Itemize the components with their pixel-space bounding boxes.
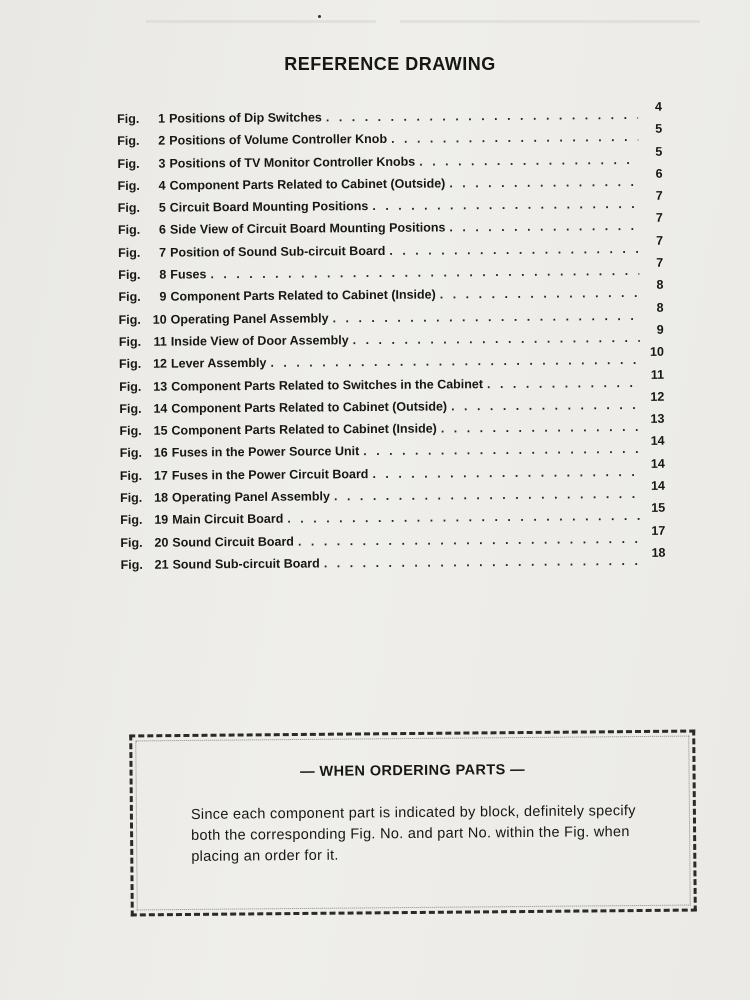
figure-prefix: Fig. xyxy=(117,223,141,238)
figure-prefix: Fig. xyxy=(117,134,140,149)
figure-page-number: 12 xyxy=(650,389,665,404)
figure-page-number: 14 xyxy=(650,434,665,449)
figure-index: 18 xyxy=(154,490,169,505)
figure-prefix: Fig. xyxy=(119,379,142,394)
figure-number xyxy=(120,468,172,482)
figure-number xyxy=(117,156,169,170)
figure-title: Operating Panel Assembly xyxy=(170,311,329,327)
figure-number xyxy=(120,513,172,527)
figure-title: Positions of Volume Controller Knob xyxy=(169,132,388,148)
figure-title: Operating Panel Assembly xyxy=(171,489,331,505)
figure-page-number: 4 xyxy=(654,99,663,114)
figure-index: 15 xyxy=(153,423,168,438)
page-title: REFERENCE DRAWING xyxy=(284,54,496,74)
figure-index: 19 xyxy=(154,512,169,528)
figure-title: Circuit Board Mounting Positions xyxy=(169,199,369,215)
figure-list-row xyxy=(120,545,666,581)
figure-index: 20 xyxy=(154,535,169,550)
figure-index: 1 xyxy=(158,111,166,126)
leader-dots xyxy=(363,442,641,458)
figure-prefix: Fig. xyxy=(117,178,140,193)
figure-page-number: 8 xyxy=(656,300,664,315)
leader-dots xyxy=(389,242,639,258)
figure-prefix: Fig. xyxy=(120,557,143,572)
leader-dots xyxy=(372,197,638,213)
ordering-notice-box xyxy=(129,730,697,917)
figure-title: Component Parts Related to Cabinet (Inside) xyxy=(171,421,437,438)
figure-page-number: 14 xyxy=(650,456,665,471)
figure-index: 10 xyxy=(152,312,167,327)
figure-index: 11 xyxy=(153,334,167,349)
figure-page-number: 15 xyxy=(651,501,666,516)
figure-number xyxy=(119,312,171,326)
figure-title: Lever Assembly xyxy=(170,356,267,371)
figure-number xyxy=(119,357,171,371)
figure-index: 17 xyxy=(153,468,168,483)
figure-number xyxy=(120,446,172,460)
figure-prefix: Fig. xyxy=(117,201,141,216)
figure-prefix: Fig. xyxy=(118,357,142,372)
figure-title: Inside View of Door Assembly xyxy=(170,333,349,349)
figure-number xyxy=(118,223,170,237)
figure-prefix: Fig. xyxy=(119,401,142,416)
figure-index: 12 xyxy=(153,356,168,371)
figure-prefix: Fig. xyxy=(118,267,141,283)
leader-dots xyxy=(391,130,638,146)
leader-dots xyxy=(326,108,638,124)
figure-page-number: 17 xyxy=(651,523,666,538)
leader-dots xyxy=(449,175,638,190)
figure-number xyxy=(119,335,171,349)
figure-title: Component Parts Related to Switches in the Cabinet xyxy=(171,376,484,394)
figure-prefix: Fig. xyxy=(120,535,143,550)
figure-page-number: 10 xyxy=(649,344,664,360)
leader-dots xyxy=(210,264,639,281)
figure-page-number: 7 xyxy=(655,188,663,203)
leader-dots xyxy=(353,331,640,347)
figure-number xyxy=(118,201,170,215)
figure-title: Sound Circuit Board xyxy=(172,534,294,550)
leader-dots xyxy=(287,509,641,526)
figure-page-number: 5 xyxy=(655,122,663,137)
figure-prefix: Fig. xyxy=(117,111,140,126)
figure-title: Side View of Circuit Board Mounting Positions xyxy=(169,220,446,238)
leader-dots xyxy=(451,398,640,413)
figure-index: 5 xyxy=(158,200,166,215)
figure-index: 3 xyxy=(158,156,166,171)
figure-number xyxy=(118,290,170,304)
figure-page-number: 6 xyxy=(655,166,663,181)
leader-dots xyxy=(441,420,641,436)
figure-page-number: 18 xyxy=(651,545,666,560)
figure-prefix: Fig. xyxy=(120,513,143,528)
figure-number xyxy=(120,491,172,505)
figure-index: 16 xyxy=(153,446,168,461)
figure-number xyxy=(121,558,173,572)
figure-index: 7 xyxy=(159,245,167,260)
figure-title: Component Parts Related to Cabinet (Outside) xyxy=(169,176,446,193)
figure-page-number: 8 xyxy=(656,278,664,293)
figure-title: Sound Sub-circuit Board xyxy=(172,556,320,572)
figure-page-number: 13 xyxy=(650,411,665,426)
figure-title: Positions of TV Monitor Controller Knobs xyxy=(169,154,416,171)
figure-title: Main Circuit Board xyxy=(172,512,284,527)
figure-prefix: Fig. xyxy=(119,468,143,483)
figure-number xyxy=(119,424,171,438)
leader-dots xyxy=(419,153,638,169)
figure-prefix: Fig. xyxy=(118,334,142,349)
figure-prefix: Fig. xyxy=(118,290,141,305)
figure-title: Positions of Dip Switches xyxy=(168,110,322,126)
figure-page-number: 11 xyxy=(650,367,665,382)
leader-dots xyxy=(324,554,642,570)
figure-index: 6 xyxy=(158,223,166,238)
figure-title: Fuses xyxy=(170,267,207,282)
figure-page-number: 7 xyxy=(656,255,664,270)
leader-dots xyxy=(440,286,640,302)
leader-dots xyxy=(298,532,642,549)
show-through-rule xyxy=(146,20,376,23)
figure-number xyxy=(119,379,171,393)
figure-index: 4 xyxy=(158,178,166,193)
leader-dots xyxy=(334,487,641,503)
figure-page-number: 7 xyxy=(656,233,664,248)
leader-dots xyxy=(372,465,641,481)
figure-number xyxy=(119,401,171,415)
figure-title: Component Parts Related to Cabinet (Inside) xyxy=(170,287,436,304)
figure-page-number: 5 xyxy=(655,144,663,159)
figure-title: Position of Sound Sub-circuit Board xyxy=(170,243,386,260)
figure-prefix: Fig. xyxy=(119,446,142,461)
figure-index: 8 xyxy=(159,267,167,282)
leader-dots xyxy=(270,353,640,370)
figure-index: 14 xyxy=(153,401,168,416)
figure-index: 13 xyxy=(153,379,168,394)
ink-dot xyxy=(318,15,321,18)
figure-prefix: Fig. xyxy=(118,312,141,327)
figure-page-number: 9 xyxy=(656,322,664,337)
leader-dots xyxy=(333,309,640,325)
show-through-rule-right xyxy=(400,20,700,23)
notice-text: Since each component part is indicated by block, definitely specify both the corresponding Fig. No. and part No. within the Fig. when placing an order for it. xyxy=(190,803,636,865)
figure-title: Fuses in the Power Circuit Board xyxy=(171,466,369,483)
figure-title: Fuses in the Power Source Unit xyxy=(171,444,360,461)
leader-dots xyxy=(449,219,639,234)
leader-dots xyxy=(487,375,640,390)
figure-index: 21 xyxy=(154,557,169,572)
figure-list xyxy=(117,99,666,581)
figure-index: 9 xyxy=(159,289,167,305)
figure-prefix: Fig. xyxy=(117,156,140,171)
figure-number xyxy=(117,112,169,126)
figure-number xyxy=(120,535,172,549)
figure-page-number: 14 xyxy=(650,478,666,493)
figure-number xyxy=(118,268,170,282)
figure-prefix: Fig. xyxy=(119,490,143,506)
figure-prefix: Fig. xyxy=(118,245,141,260)
figure-number xyxy=(118,245,170,259)
figure-prefix: Fig. xyxy=(119,423,142,439)
figure-number xyxy=(117,134,169,148)
figure-page-number: 7 xyxy=(655,211,663,226)
figure-title: Component Parts Related to Cabinet (Outside) xyxy=(171,399,448,416)
figure-number xyxy=(118,178,170,192)
figure-index: 2 xyxy=(158,133,166,148)
notice-title: — WHEN ORDERING PARTS — xyxy=(300,762,526,780)
